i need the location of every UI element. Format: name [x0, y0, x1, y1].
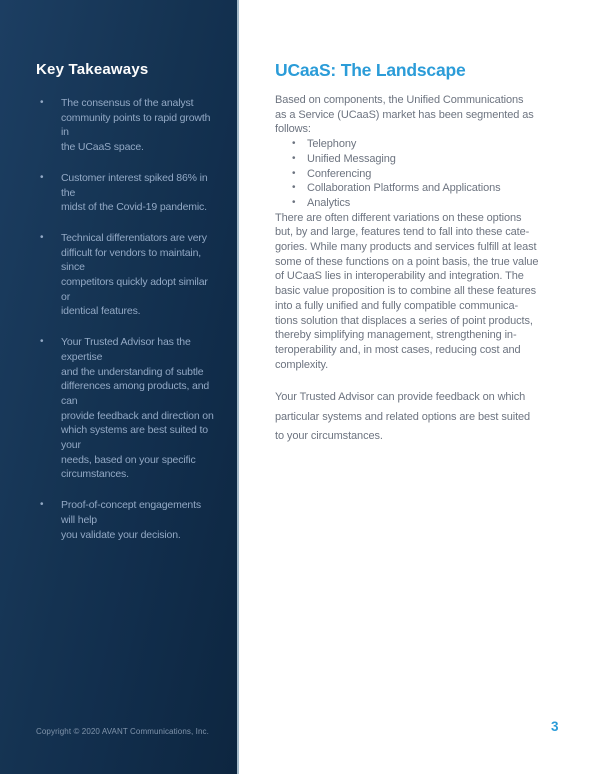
closing-paragraph: [275, 388, 565, 446]
paragraph-line: basic value proposition is to combine all these features: [275, 285, 536, 298]
key-takeaways-sidebar: [0, 0, 239, 774]
key-takeaways-list: [36, 96, 216, 558]
text-line: competitors quickly adopt similar or: [61, 276, 208, 303]
text-line: the UCaaS space.: [61, 141, 144, 154]
paragraph-line: into a fully unified and fully compatible communica-: [275, 299, 519, 312]
text-line: provide feedback and direction on: [61, 409, 214, 422]
key-takeaway-item: [36, 498, 216, 542]
paragraph-line: There are often different variations on these options: [275, 211, 522, 224]
page-number: 3: [551, 719, 559, 734]
paragraph-line: thereby simplifying management, strengthening in-: [275, 329, 517, 342]
text-line: needs, based on your specific: [61, 453, 196, 466]
text-line: • Customer interest spiked 86% in the: [61, 171, 208, 199]
text-line: and the understanding of subtle: [61, 365, 204, 378]
component-item: • Analytics: [275, 196, 565, 211]
component-item: • Conferencing: [275, 167, 565, 182]
text-line: community points to rapid growth in: [61, 111, 211, 139]
text-line: • Technical differentiators are very: [61, 231, 207, 244]
component-item: • Telephony: [275, 137, 565, 152]
text-line: identical features.: [61, 305, 141, 318]
paragraph-line: Based on components, the Unified Communications: [275, 94, 524, 106]
text-line: you validate your decision.: [61, 528, 181, 541]
text-line: circumstances.: [61, 468, 129, 481]
text-line: which systems are best suited to your: [61, 424, 208, 452]
key-takeaway-item: [36, 335, 216, 482]
paragraph-line: some of these functions on a point basis, the true value: [275, 255, 539, 268]
text-line: • The consensus of the analyst: [61, 97, 194, 109]
key-takeaway-item: [36, 231, 216, 319]
body-paragraph: [275, 211, 565, 373]
paragraph-line: particular systems and related options are best suited: [275, 410, 531, 423]
key-takeaway-item: [36, 96, 216, 155]
main-content: [275, 60, 565, 447]
paragraph-line: complexity.: [275, 358, 329, 371]
paragraph-line: as a Service (UCaaS) market has been segmented as: [275, 108, 534, 121]
paragraph-line: follows:: [275, 123, 311, 136]
paragraph-line: to your circumstances.: [275, 430, 383, 443]
components-list: [275, 137, 565, 211]
paragraph-line: of UCaaS lies in interoperability and integration. The: [275, 270, 524, 283]
component-item: • Unified Messaging: [275, 152, 565, 167]
text-line: • Your Trusted Advisor has the expertise: [61, 336, 191, 363]
paragraph-line: gories. While many products and services fulfill at least: [275, 241, 537, 254]
text-line: • Proof-of-concept engagements will help: [61, 499, 201, 526]
component-item: • Collaboration Platforms and Applications: [275, 181, 565, 196]
text-line: midst of the Covid-19 pandemic.: [61, 201, 207, 214]
paragraph-line: Your Trusted Advisor can provide feedback on which: [275, 391, 526, 404]
intro-paragraph: [275, 93, 565, 137]
sidebar-title: Key Takeaways: [36, 61, 149, 78]
page-title: UCaaS: The Landscape: [275, 60, 466, 80]
paragraph-line: tions solution that displaces a series of point products,: [275, 314, 533, 327]
text-line: differences among products, and can: [61, 380, 210, 407]
paragraph-line: teroperability and, in most cases, reducing cost and: [275, 343, 521, 356]
copyright-text: Copyright © 2020 AVANT Communications, Inc.: [36, 727, 209, 736]
key-takeaway-item: [36, 171, 216, 215]
paragraph-line: but, by and large, features tend to fall into these cate-: [275, 226, 530, 239]
text-line: difficult for vendors to maintain, since: [61, 246, 202, 274]
